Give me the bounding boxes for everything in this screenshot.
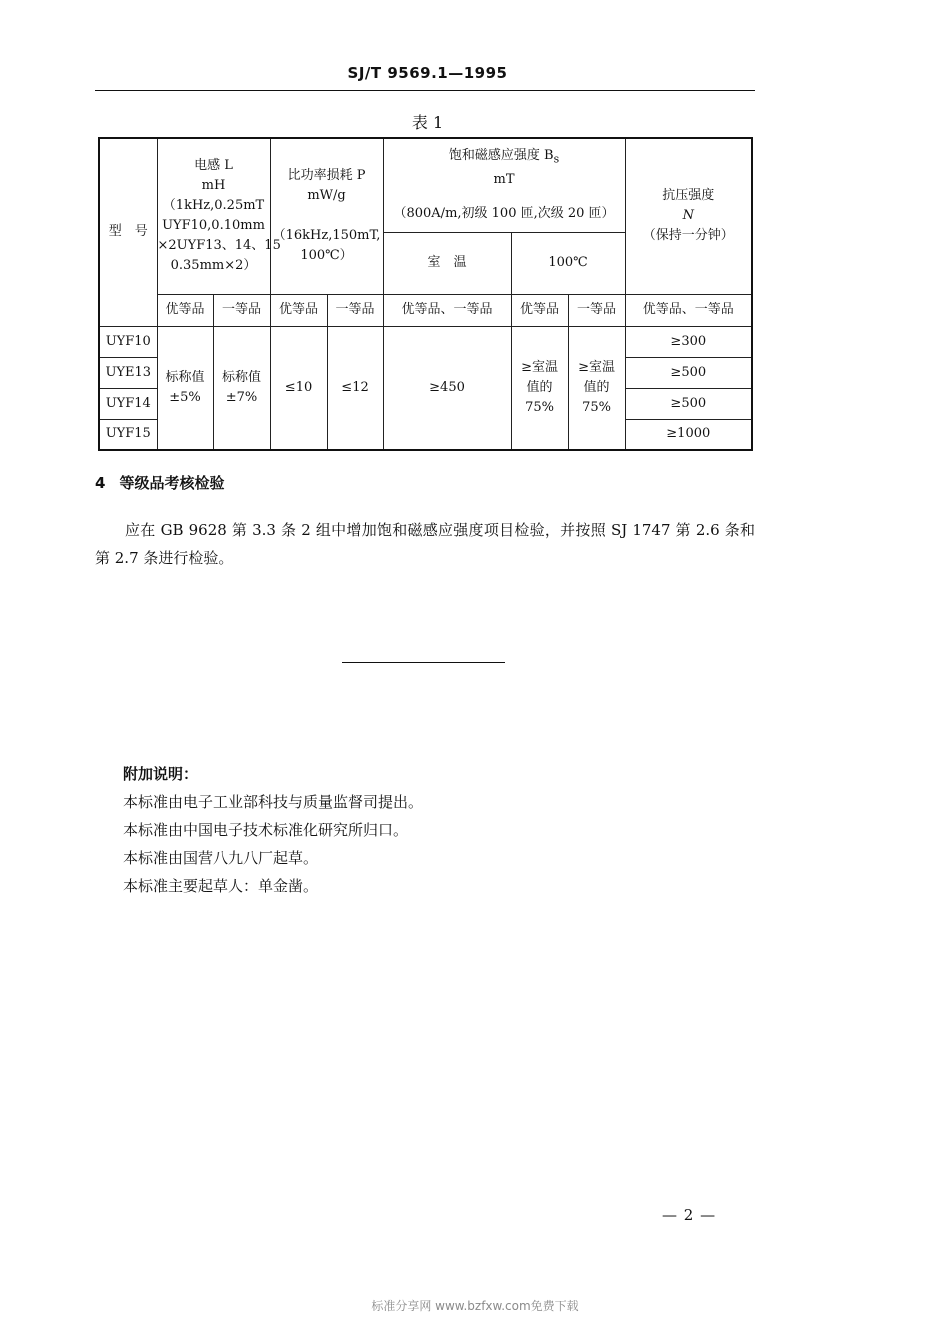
model-uye13: UYE13 bbox=[99, 357, 157, 388]
section-4-text: 应在 GB 9628 第 3.3 条 2 组中增加饱和磁感应强度项目检验，并按照 SJ 1747 第 2.6 条和第 2.7 条进行检验。 bbox=[95, 521, 755, 567]
inductance-cond-3: ×2UYF13、14、15 bbox=[157, 238, 281, 254]
value-sat-100-first-line2: 值的 bbox=[583, 379, 610, 395]
standard-code: SJ/T 9569.1—1995 bbox=[347, 64, 508, 82]
appendix-line: 本标准主要起草人：单金凿。 bbox=[123, 877, 319, 895]
value-sat-room: ≥450 bbox=[383, 326, 511, 450]
appendix bbox=[123, 760, 423, 900]
saturation-title: 饱和磁感应强度 B bbox=[448, 148, 554, 164]
grade-sat-100-premium: 优等品 bbox=[511, 294, 568, 326]
strength-cond: （保持一分钟） bbox=[642, 228, 734, 244]
value-sat-100-first-line1: ≥室温 bbox=[578, 359, 615, 375]
strength-unit: N bbox=[682, 208, 694, 224]
power-loss-unit: mW/g bbox=[307, 188, 346, 204]
saturation-unit: mT bbox=[493, 172, 515, 188]
inductance-cond-1: （1kHz,0.25mT bbox=[162, 198, 265, 214]
power-loss-cond-2: 100℃） bbox=[300, 248, 353, 264]
saturation-cond: （800A/m,初级 100 匝,次级 20 匝） bbox=[393, 206, 615, 222]
section-4-title: 等级品考核检验 bbox=[119, 474, 225, 492]
header-inductance bbox=[157, 138, 281, 294]
model-uyf10: UYF10 bbox=[99, 326, 157, 357]
header-temp-100: 100℃ bbox=[511, 232, 625, 294]
inductance-cond-2: UYF10,0.10mm bbox=[162, 218, 265, 234]
appendix-line: 本标准由电子工业部科技与质量监督司提出。 bbox=[123, 793, 424, 811]
value-sat-100-first bbox=[568, 326, 625, 450]
inductance-title: 电感 L bbox=[194, 158, 233, 174]
value-inductance-first-line2: ±7% bbox=[225, 389, 258, 405]
appendix-title: 附加说明： bbox=[123, 765, 199, 783]
inductance-unit: mH bbox=[201, 178, 226, 194]
section-4-number: 4 bbox=[95, 474, 106, 492]
header-strength bbox=[625, 138, 752, 294]
value-sat-100-premium bbox=[511, 326, 568, 450]
header-rule bbox=[95, 90, 755, 91]
appendix-line: 本标准由国营八九八厂起草。 bbox=[123, 849, 319, 867]
grade-loss-first: 一等品 bbox=[327, 294, 383, 326]
table-caption: 表 1 bbox=[411, 113, 444, 132]
value-sat-100-premium-line1: ≥室温 bbox=[521, 359, 558, 375]
value-inductance-premium-line1: 标称值 bbox=[165, 369, 205, 385]
strength-title: 抗压强度 bbox=[662, 188, 715, 204]
header-model: 型 号 bbox=[99, 138, 157, 326]
value-sat-100-first-line3: 75% bbox=[582, 399, 611, 415]
model-uyf14: UYF14 bbox=[99, 388, 157, 419]
power-loss-title: 比功率损耗 P bbox=[287, 168, 366, 184]
power-loss-cond-1: （16kHz,150mT, bbox=[272, 228, 381, 244]
header-saturation bbox=[383, 138, 625, 232]
value-sat-100-premium-line3: 75% bbox=[525, 399, 554, 415]
page-number: — 2 — bbox=[662, 1206, 717, 1224]
header-room-temp: 室 温 bbox=[383, 232, 511, 294]
grade-inductance-premium: 优等品 bbox=[157, 294, 213, 326]
header-power-loss bbox=[270, 138, 383, 294]
model-uyf15: UYF15 bbox=[99, 419, 157, 450]
value-loss-first: ≤12 bbox=[327, 326, 383, 450]
saturation-title-sub: s bbox=[553, 153, 560, 167]
value-loss-premium: ≤10 bbox=[270, 326, 327, 450]
value-sat-100-premium-line2: 值的 bbox=[526, 379, 553, 395]
grade-inductance-first: 一等品 bbox=[213, 294, 270, 326]
end-rule bbox=[342, 662, 505, 663]
grade-sat-room: 优等品、一等品 bbox=[383, 294, 511, 326]
value-strength-uyf14: ≥500 bbox=[625, 388, 752, 419]
value-inductance-premium-line2: ±5% bbox=[169, 389, 201, 405]
section-4-heading bbox=[95, 472, 224, 493]
watermark: 标准分享网 www.bzfxw.com免费下载 bbox=[371, 1299, 579, 1313]
spec-table bbox=[98, 137, 753, 451]
grade-strength: 优等品、一等品 bbox=[625, 294, 752, 326]
grade-loss-premium: 优等品 bbox=[270, 294, 327, 326]
value-strength-uye13: ≥500 bbox=[625, 357, 752, 388]
appendix-line: 本标准由中国电子技术标准化研究所归口。 bbox=[123, 821, 409, 839]
value-strength-uyf10: ≥300 bbox=[625, 326, 752, 357]
value-inductance-first-line1: 标称值 bbox=[222, 369, 262, 385]
grade-sat-100-first: 一等品 bbox=[568, 294, 625, 326]
value-inductance-first bbox=[213, 326, 270, 450]
value-strength-uyf15: ≥1000 bbox=[625, 419, 752, 450]
value-inductance-premium bbox=[157, 326, 213, 450]
inductance-cond-4: 0.35mm×2） bbox=[170, 258, 257, 274]
